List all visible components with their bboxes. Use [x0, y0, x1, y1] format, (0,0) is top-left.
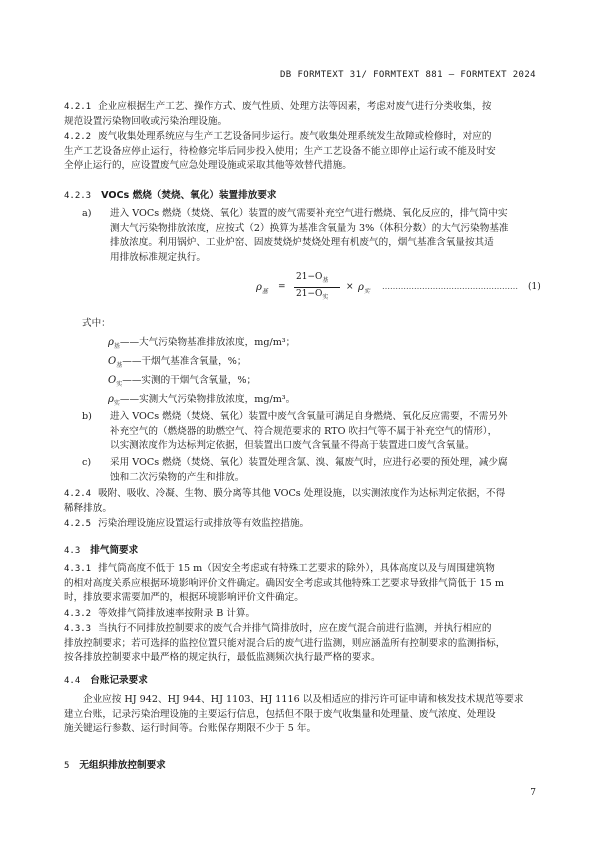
- formula-lhs: $\rho_基$: [256, 282, 268, 295]
- item-text: 测大气污染物排放浓度，应按式（2）换算为基准含氧量为 3%（体积分数）的大气污染物基准: [110, 222, 509, 234]
- heading-title: 排气筒要求: [90, 545, 139, 556]
- clause-number: 4.3: [64, 546, 81, 556]
- page-number: 7: [530, 788, 536, 798]
- fraction-bar: [294, 287, 340, 288]
- list-marker: a): [82, 208, 92, 219]
- formula-dot-leader: ……………………………………………: [382, 282, 518, 291]
- clause-number: 4.3.3: [64, 624, 92, 634]
- item-text: 排放浓度。利用锅炉、工业炉窑、固废焚烧炉焚烧处理有机废气的，烟气基准含氧量按其适: [110, 237, 494, 248]
- heading-5: [64, 757, 166, 771]
- clause-4-2-2: [64, 130, 540, 174]
- clause-text: 排放控制要求；若可选择的监控位置只能对混合后的废气进行监测，则应涵盖所有控制要求的监测指标，: [64, 637, 506, 649]
- clause-number: 4.2.3: [64, 191, 92, 201]
- definition-1: $\rho_基——$大气污染物基准排放浓度，mg/m³；: [108, 337, 296, 350]
- heading-4-2-3: [64, 187, 277, 201]
- clause-number: 4.2.2: [64, 132, 92, 142]
- clause-number: 4.2.1: [64, 102, 92, 112]
- item-text: 以实测浓度作为达标判定依据，但装置出口废气含氧量不得高于装置进口废气含氧量。: [110, 440, 475, 451]
- clause-text: 按各排放控制要求中最严格的规定执行，最低监测频次执行最严格的要求。: [64, 652, 381, 663]
- clause-number: 4.3.1: [64, 564, 92, 574]
- list-item-a: [82, 207, 509, 265]
- clause-4-3-1: [64, 562, 540, 606]
- clause-4-3-2: [64, 607, 540, 622]
- clause-4-2-4: [64, 487, 540, 516]
- clause-text: 时，排放要求需要加严的，根据环境影响评价文件确定。: [64, 592, 304, 603]
- formula-2: [256, 270, 546, 304]
- heading-4-4: [64, 672, 148, 686]
- formula-numerator: $21-O_基$: [296, 272, 329, 284]
- paragraph-text: 施关键运行参数、运行时间等。台账保存期限不少于 5 年。: [64, 723, 317, 734]
- clause-4-2-1: [64, 100, 540, 129]
- item-text: 进入 VOCs 燃烧（焚烧、氧化）装置中废气含氧量可满足自身燃烧、氧化反应需要，不需另外: [110, 411, 508, 422]
- item-text: 进入 VOCs 燃烧（焚烧、氧化）装置的废气需要补充空气进行燃烧、氧化反应的，排气筒中实: [110, 208, 508, 219]
- heading-title: 无组织排放控制要求: [79, 760, 166, 771]
- formula-equals: =: [278, 282, 286, 292]
- clause-text: 企业应根据生产工艺、操作方式、废气性质、处理方法等因素，考虑对废气进行分类收集，按: [98, 101, 492, 112]
- item-text: 蚀和二次污染物的产生和排放。: [110, 471, 245, 483]
- item-text: 采用 VOCs 燃烧（焚烧、氧化）装置处理含氯、溴、氟废气时，应进行必要的预处理，减少腐: [110, 457, 508, 468]
- paragraph-text: 企业应按 HJ 942、HJ 944、HJ 1103、HJ 1116 以及相适应的排污许可证申请和核发技术规范等要求: [83, 694, 524, 705]
- clause-text: 生产工艺设备应停止运行，待检修完毕后同步投入使用；生产工艺设备不能立即停止运行或不能及时安: [64, 145, 496, 157]
- clause-number: 5: [64, 761, 70, 771]
- formula-times: ×: [346, 282, 354, 292]
- clause-number: 4.4: [64, 676, 81, 686]
- clause-text: 当执行不同排放控制要求的废气合并排气筒排放时，应在废气混合前进行监测，并执行相应的: [98, 623, 492, 634]
- list-item-c: [82, 456, 508, 485]
- where-label: 式中：: [82, 318, 111, 329]
- clause-number: 4.2.4: [64, 489, 92, 499]
- item-text: 补充空气的（燃烧器的助燃空气、符合规范要求的 RTO 吹扫气等不属于补充空气的情形），: [110, 425, 498, 437]
- formula-number: (1): [528, 282, 541, 292]
- clause-text: 吸附、吸收、冷凝、生物、膜分离等其他 VOCs 处理设施，以实测浓度作为达标判定依据，不得: [98, 488, 506, 499]
- list-marker: b): [82, 411, 92, 422]
- definition-4: $\rho_实——$实测大气污染物排放浓度，mg/m³。: [108, 394, 296, 407]
- clause-text: 污染治理设施应设置运行或排放等有效监控措施。: [98, 518, 310, 529]
- clause-text: 排气筒高度不低于 15 m（因安全考虑或有特殊工艺要求的除外），具体高度以及与周围建筑物: [98, 563, 495, 574]
- heading-title: VOCs 燃烧（焚烧、氧化）装置排放要求: [101, 190, 277, 201]
- clause-number: 4.3.2: [64, 609, 92, 619]
- heading-4-3: [64, 542, 138, 556]
- clause-text: 全停止运行的，应设置废气应急处理设施或采取其他等效替代措施。: [64, 160, 352, 171]
- definition-2: $O_基——$干烟气基准含氧量，%；: [108, 356, 247, 369]
- paragraph-4-4: [64, 693, 540, 737]
- running-header: DB FORMTEXT 31/ FORMTEXT 881 — FORMTEXT 2024: [279, 70, 536, 80]
- clause-text: 等效排气筒排放速率按附录 B 计算。: [98, 608, 256, 619]
- heading-title: 台账记录要求: [90, 675, 148, 686]
- list-item-b: [82, 410, 508, 454]
- clause-text: 的相对高度关系应根据环境影响评价文件确定。确因安全考虑或其他特殊工艺要求导致排气筒低于 15 m: [64, 577, 504, 589]
- list-marker: c): [82, 457, 92, 468]
- item-text: 用排放标准规定执行。: [110, 251, 206, 263]
- clause-text: 规范设置污染物回收或污染治理设施。: [64, 115, 228, 127]
- clause-text: 废气收集处理系统应与生产工艺设备同步运行。废气收集处理系统发生故障或检修时，对应的: [98, 131, 492, 142]
- paragraph-text: 建立台账，记录污染治理设施的主要运行信息，包括但不限于废气收集量和处理量、废气浓度、处理设: [64, 708, 496, 720]
- clause-4-2-5: [64, 517, 540, 532]
- formula-denominator: $21-O_实$: [296, 289, 329, 301]
- clause-text: 稀释排放。: [64, 502, 112, 514]
- clause-number: 4.2.5: [64, 519, 92, 529]
- clause-4-3-3: [64, 622, 540, 666]
- formula-rhs: $\rho_实$: [358, 282, 370, 295]
- definition-3: $O_实——$实测的干烟气含氧量，%；: [108, 375, 257, 388]
